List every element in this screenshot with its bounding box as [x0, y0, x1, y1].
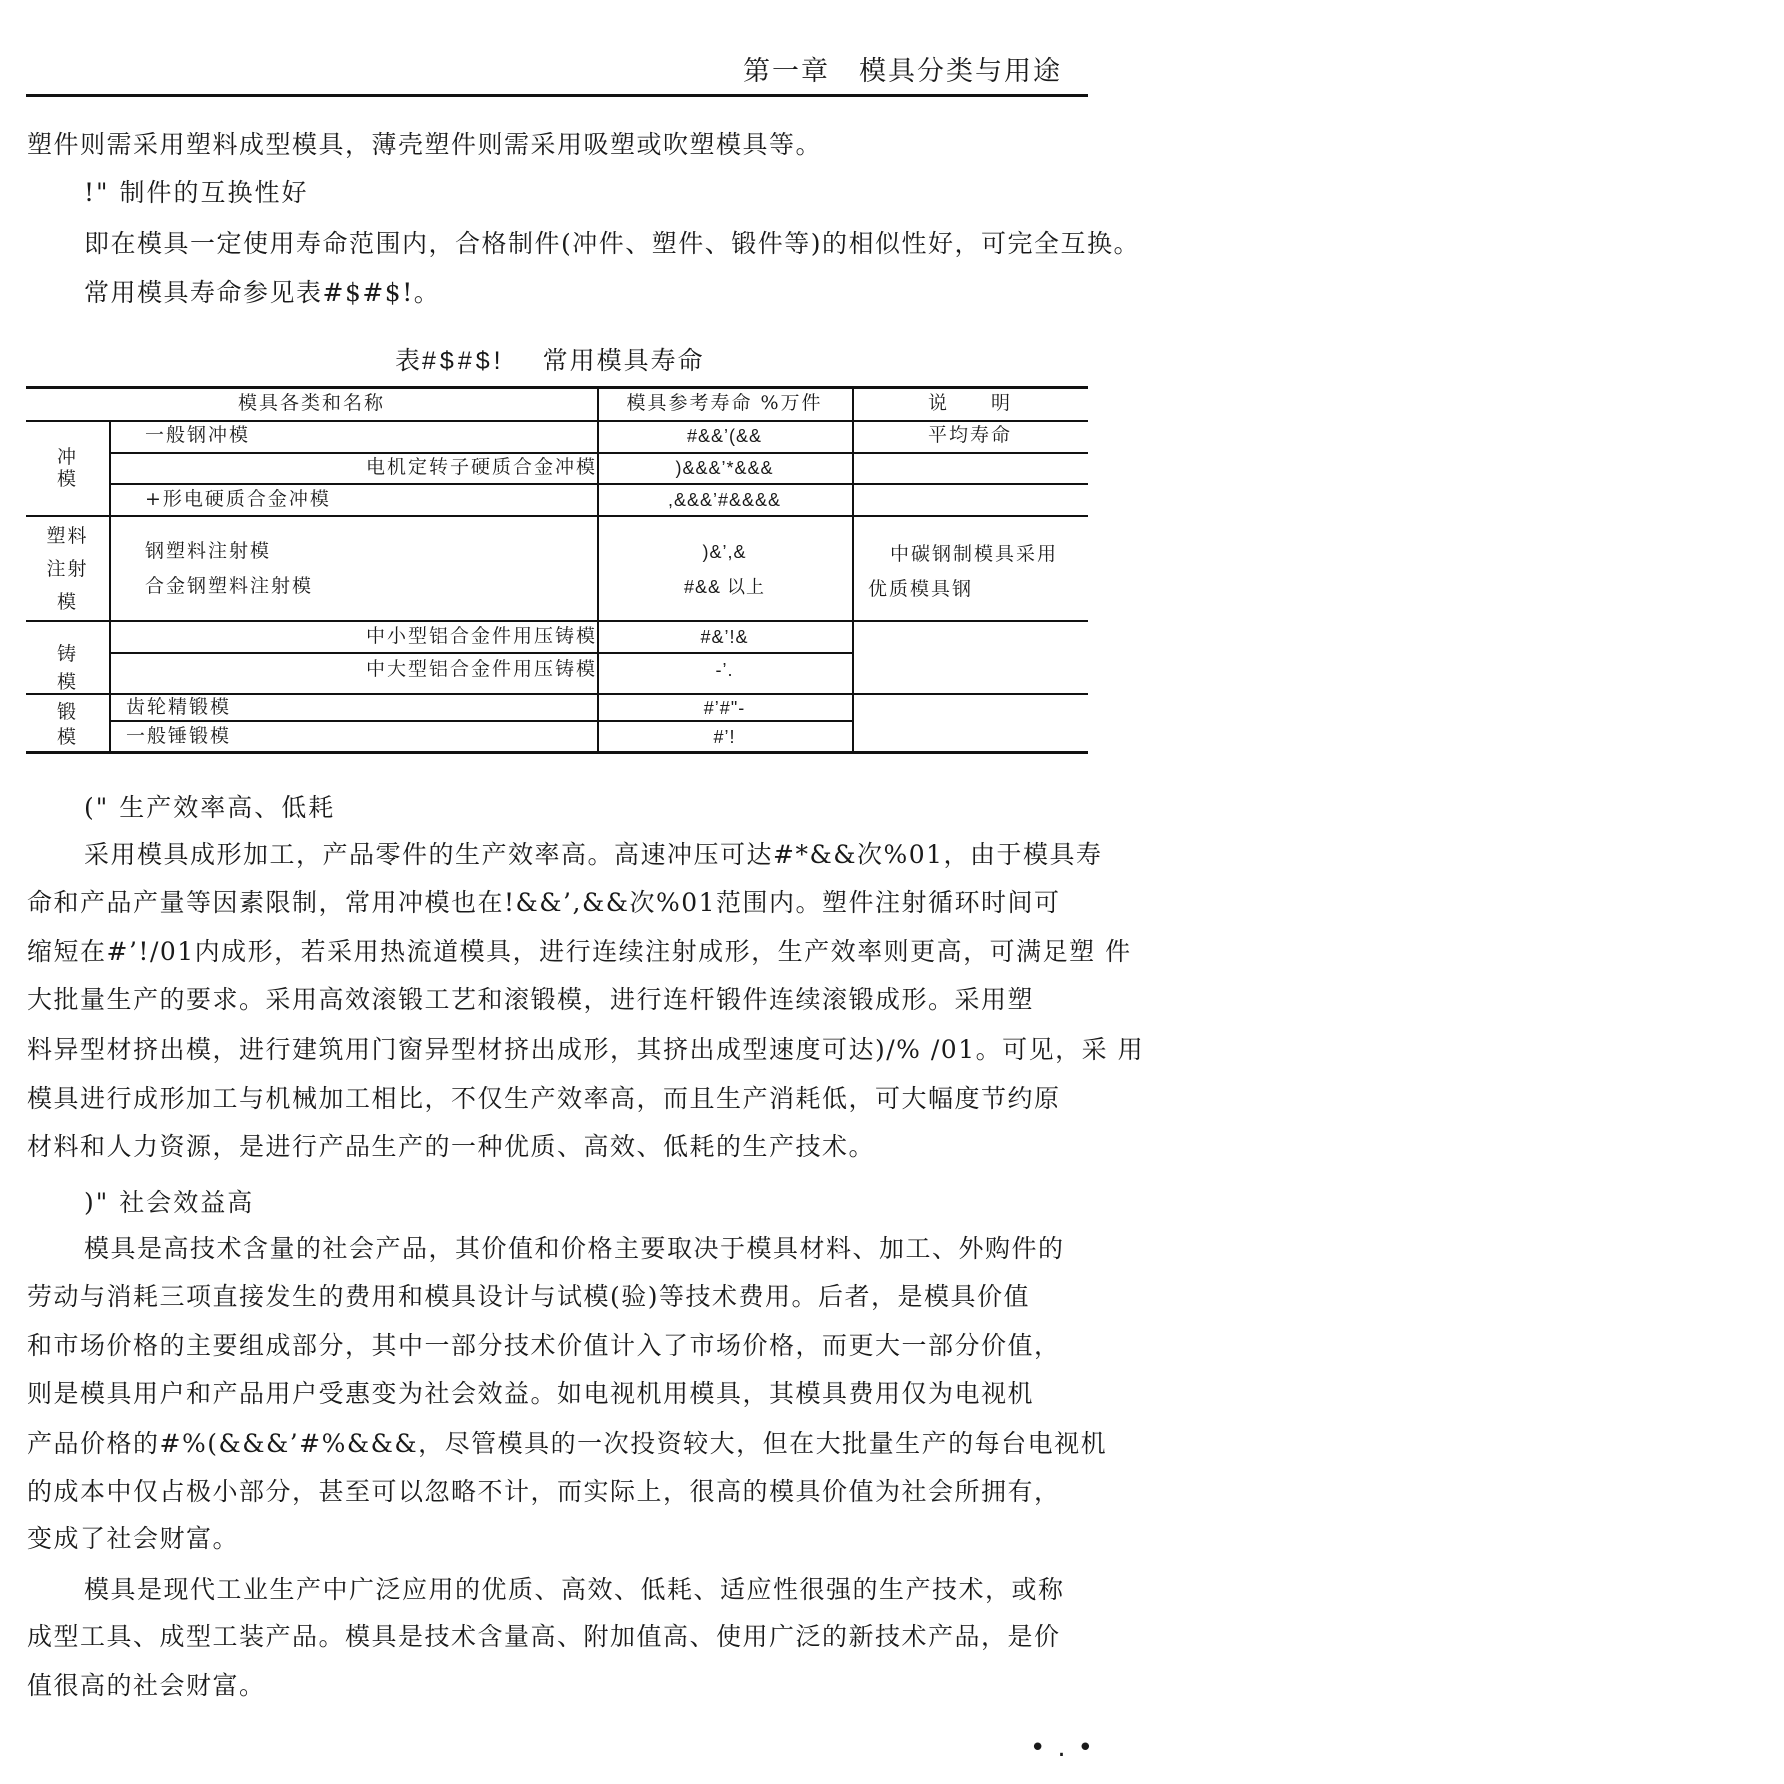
category-label: 铸 — [56, 643, 78, 665]
category-forging — [26, 700, 109, 750]
table-title — [395, 341, 705, 377]
row-name: 中大型铝合金件用压铸模 — [365, 658, 597, 680]
row-life: #’! — [713, 727, 736, 747]
header-rule — [26, 94, 1088, 97]
table-header-life: 模具参考寿命 %万件 — [626, 392, 823, 414]
row-divider — [109, 720, 852, 722]
paragraph-line: 劳动与消耗三项直接发生的费用和模具设计与试模(验)等技术费用。后者，是模具价值 — [27, 1282, 1031, 1311]
row-name: 钢塑料注射模 — [145, 540, 272, 562]
group-divider — [26, 693, 1088, 695]
paragraph-line: 成型工具、成型工装产品。模具是技术含量高、附加值高、使用广泛的新技术产品，是价 — [27, 1622, 1061, 1651]
category-label: 锻 — [56, 701, 78, 723]
row-life: )&&&’*&&& — [675, 458, 774, 478]
row-life: #&’!& — [700, 627, 749, 647]
row-name: 合金钢塑料注射模 — [145, 575, 314, 597]
table-header-note: 说 明 — [927, 392, 1012, 414]
table-header-name: 模具各类和名称 — [237, 392, 385, 414]
group-divider — [26, 515, 1088, 517]
table-title-number: #$#$! — [422, 347, 505, 375]
paragraph-line: 的成本中仅占极小部分，甚至可以忽略不计，而实际上，很高的模具价值为社会所拥有， — [27, 1477, 1061, 1506]
row-life: #&&’(&& — [686, 426, 763, 446]
paragraph-line: 采用模具成形加工，产品零件的生产效率高。高速冲压可达#*&&次%01，由于模具寿 — [84, 840, 1103, 869]
row-name: +形电硬质合金冲模 — [145, 488, 331, 510]
row-life: #&& 以上 — [683, 577, 766, 597]
table-header-divider — [26, 420, 1088, 422]
row-life: #’#"- — [703, 698, 746, 718]
paragraph-line: 材料和人力资源，是进行产品生产的一种优质、高效、低耗的生产技术。 — [27, 1132, 876, 1161]
row-name: 齿轮精锻模 — [126, 696, 232, 718]
category-plastic-injection — [26, 520, 109, 619]
row-note: 平均寿命 — [927, 424, 1012, 446]
category-label: 塑料 — [46, 525, 89, 547]
category-label: 冲 — [56, 446, 78, 468]
paragraph-line: 大批量生产的要求。采用高效滚锻工艺和滚锻模，进行连杆锻件连续滚锻成形。采用塑 — [27, 985, 1035, 1014]
table-top-border — [26, 386, 1088, 389]
category-stamping — [26, 446, 109, 490]
category-label: 模 — [56, 591, 78, 613]
running-header-title: 第一章 模具分类与用途 — [743, 56, 1062, 87]
row-divider — [109, 452, 1088, 454]
row-note-multiline — [868, 537, 1058, 607]
section-heading-social-benefit: )" 社会效益高 — [84, 1188, 255, 1217]
paragraph-line: 即在模具一定使用寿命范围内，合格制件(冲件、塑件、锻件等)的相似性好，可完全互换。 — [84, 229, 1141, 258]
paragraph-line: 值很高的社会财富。 — [27, 1671, 266, 1700]
row-divider — [109, 652, 852, 654]
paragraph-line: 料异型材挤出模，进行建筑用门窗异型材挤出成形，其挤出成型速度可达)/% /01。可见，采 用 — [27, 1035, 1145, 1064]
row-divider — [109, 483, 1088, 485]
section-heading-interchangeability: !" 制件的互换性好 — [84, 178, 309, 207]
category-label: 模 — [56, 671, 78, 693]
row-name: 一般钢冲模 — [145, 424, 251, 446]
paragraph-line: 产品价格的#%(&&&’#%&&&，尽管模具的一次投资较大，但在大批量生产的每台电视机 — [27, 1429, 1108, 1458]
category-label: 模 — [56, 726, 78, 748]
table-bottom-border — [26, 751, 1088, 754]
group-divider — [26, 620, 1088, 622]
paragraph-line: 缩短在#’!/01内成形，若采用热流道模具，进行连续注射成形，生产效率则更高，可满足塑 件 — [27, 937, 1132, 966]
paragraph-line: 命和产品产量等因素限制，常用冲模也在!&&’,&&次%01范围内。塑件注射循环时间可 — [27, 888, 1061, 917]
row-name: 电机定转子硬质合金冲模 — [365, 456, 597, 478]
category-label: 注射 — [46, 558, 89, 580]
category-label: 模 — [56, 468, 78, 490]
page-number: •.• — [1030, 1733, 1105, 1763]
paragraph-line: 模具进行成形加工与机械加工相比，不仅生产效率高，而且生产消耗低，可大幅度节约原 — [27, 1084, 1061, 1113]
paragraph-line: 模具是高技术含量的社会产品，其价值和价格主要取决于模具材料、加工、外购件的 — [84, 1234, 1065, 1263]
paragraph-line: 模具是现代工业生产中广泛应用的优质、高效、低耗、适应性很强的生产技术，或称 — [84, 1575, 1065, 1604]
paragraph-line: 变成了社会财富。 — [27, 1524, 240, 1553]
paragraph-line: 塑件则需采用塑料成型模具，薄壳塑件则需采用吸塑或吹塑模具等。 — [27, 130, 823, 159]
section-heading-efficiency: (" 生产效率高、低耗 — [84, 793, 336, 822]
table-title-prefix: 表 — [395, 346, 423, 375]
row-name: 中小型铝合金件用压铸模 — [365, 625, 597, 647]
row-life: )&’,& — [702, 542, 747, 562]
row-life: -’. — [715, 660, 734, 680]
note-line: 中碳钢制模具采用 — [890, 543, 1059, 565]
row-life: ,&&&’#&&&& — [667, 490, 782, 510]
category-die-casting — [26, 640, 109, 696]
table-title-text: 常用模具寿命 — [542, 346, 705, 375]
row-name: 一般锤锻模 — [126, 725, 232, 747]
note-line: 优质模具钢 — [868, 578, 974, 600]
paragraph-line: 和市场价格的主要组成部分，其中一部分技术价值计入了市场价格，而更大一部分价值， — [27, 1331, 1061, 1360]
paragraph-line: 常用模具寿命参见表#$#$!。 — [84, 278, 441, 307]
paragraph-line: 则是模具用户和产品用户受惠变为社会效益。如电视机用模具，其模具费用仅为电视机 — [27, 1379, 1035, 1408]
